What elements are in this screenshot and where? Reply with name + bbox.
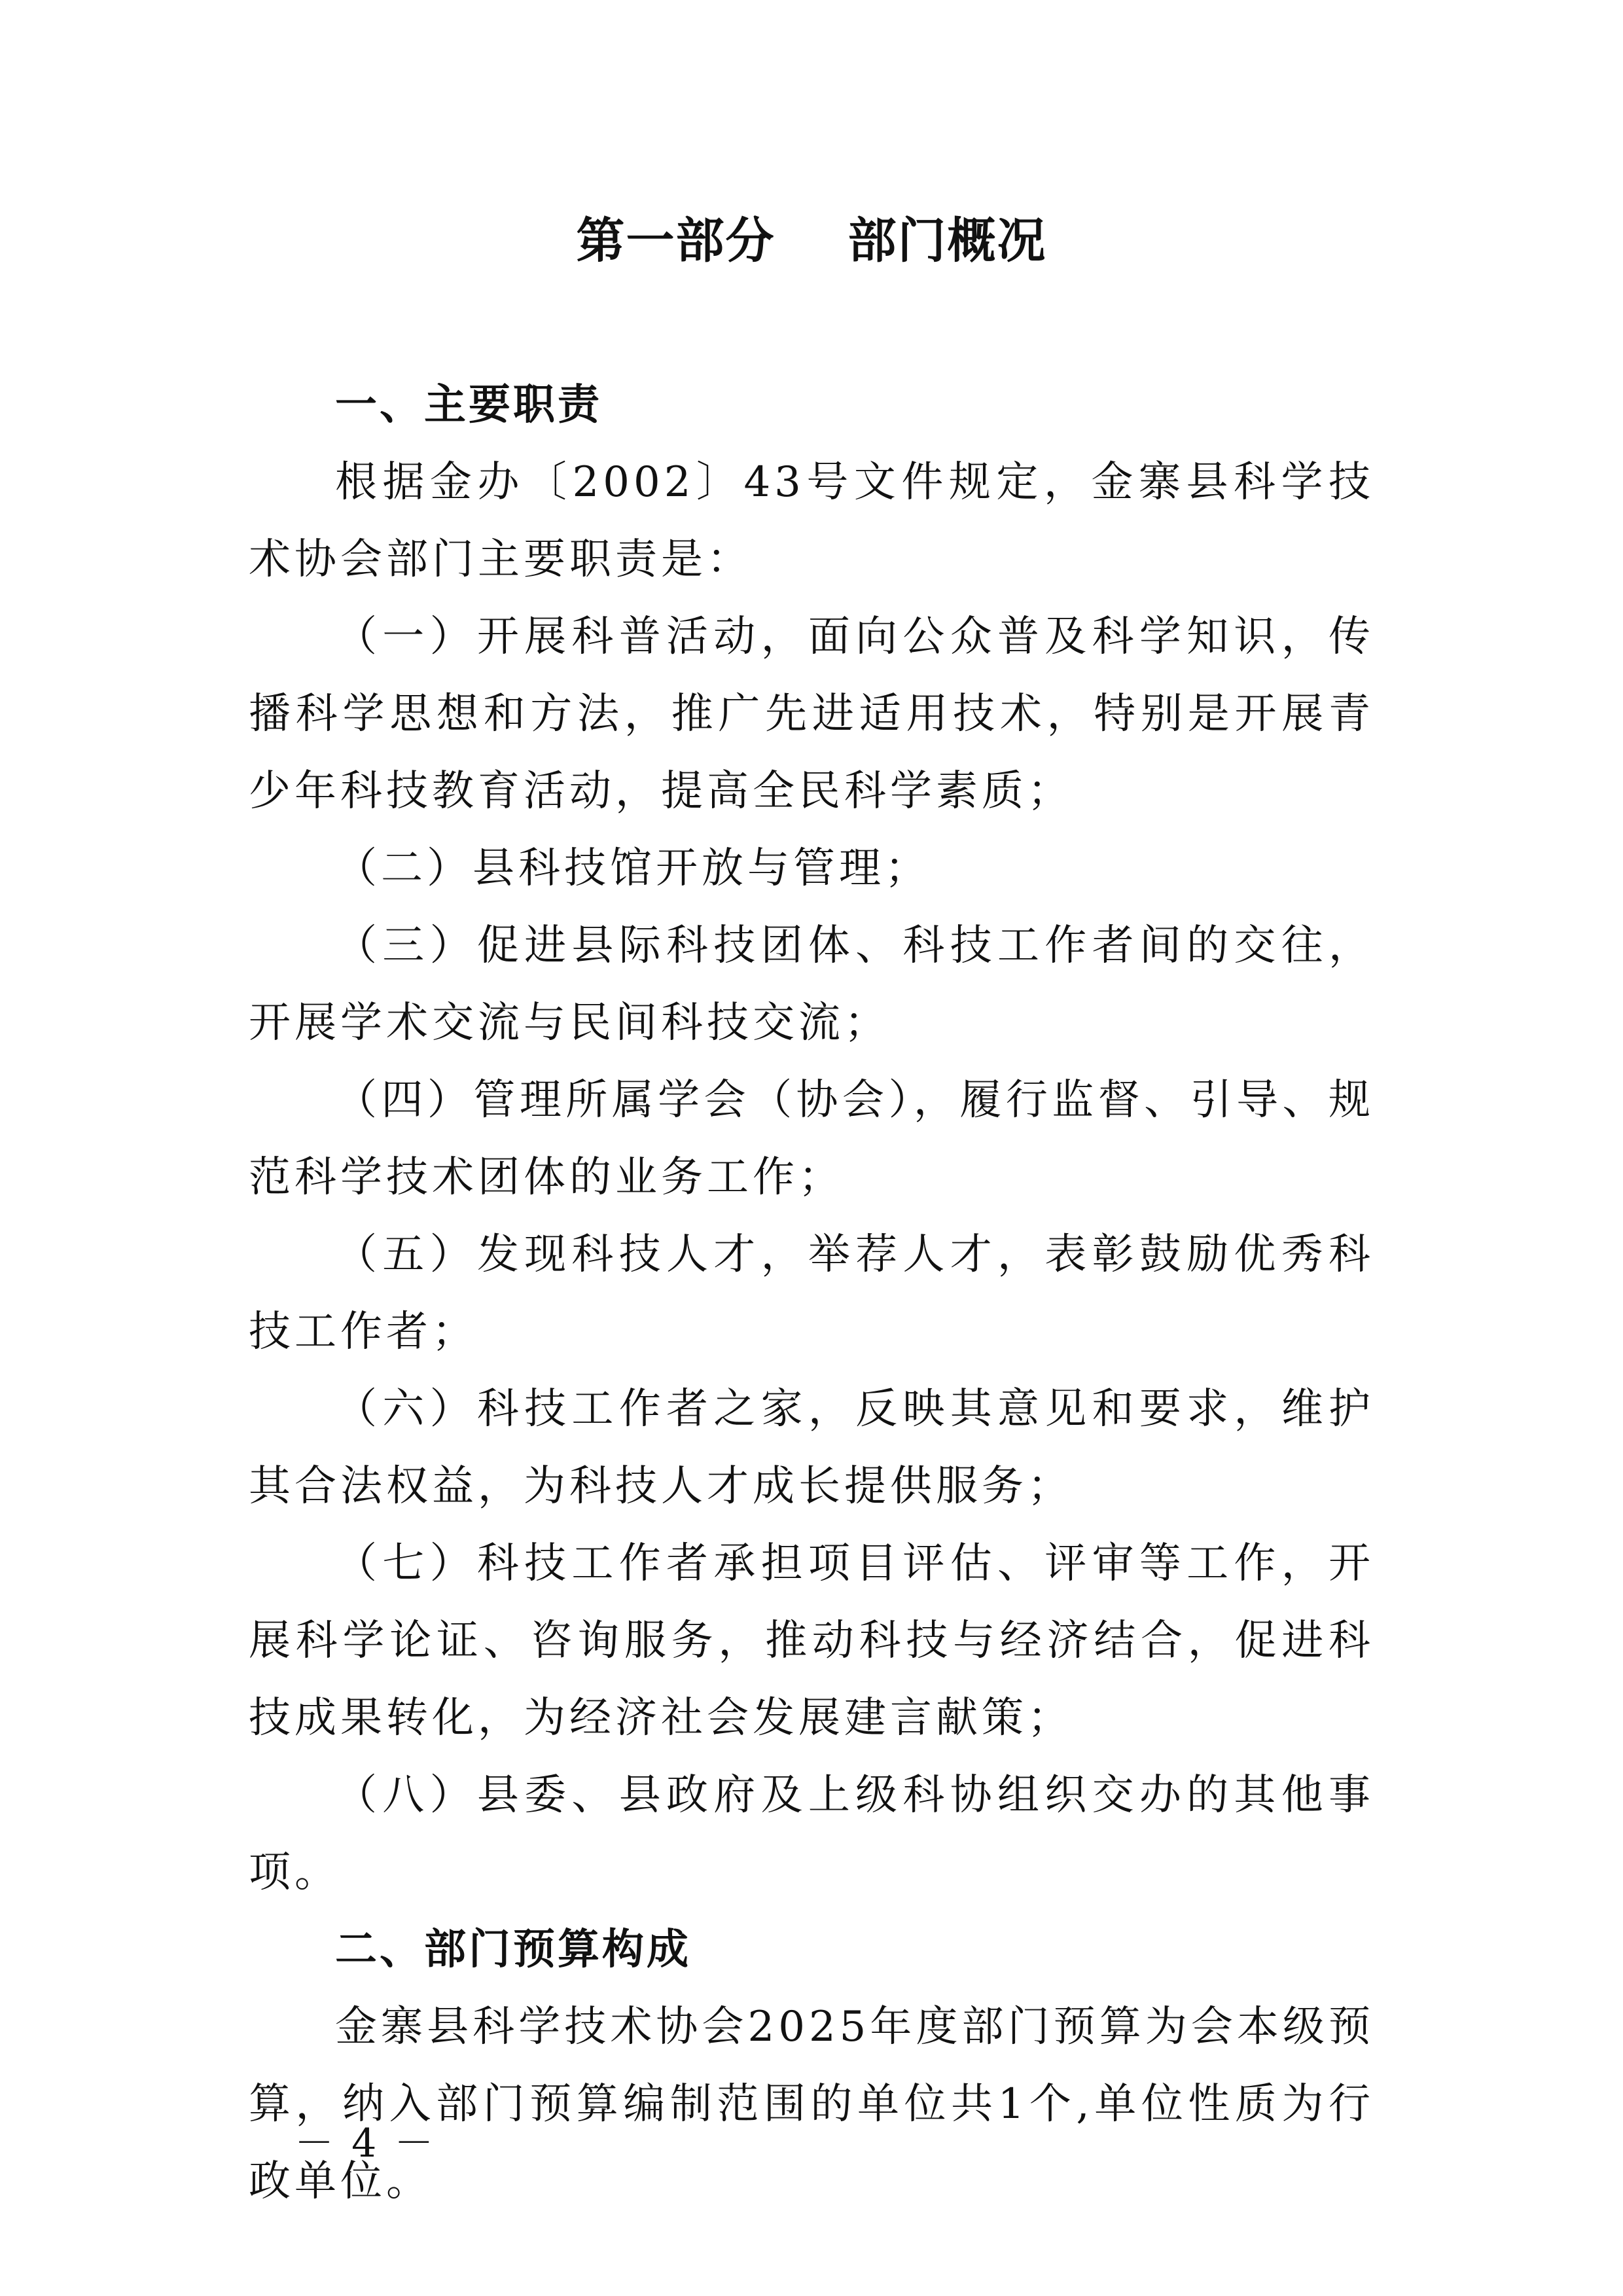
paragraph-duty-3: （三）促进县际科技团体、科技工作者间的交往，开展学术交流与民间科技交流；	[249, 922, 1374, 1047]
paragraph-duties-intro: 根据金办〔2002〕43号文件规定，金寨县科学技术协会部门主要职责是：	[249, 458, 1374, 584]
section-heading-budget: 二、部门预算构成	[335, 1926, 691, 1974]
document-body	[249, 367, 1374, 2220]
paragraph-duty-5: （五）发现科技人才，举荐人才，表彰鼓励优秀科技工作者；	[249, 1230, 1374, 1356]
paragraph-duty-6: （六）科技工作者之家，反映其意见和要求，维护其合法权益，为科技人才成长提供服务；	[249, 1385, 1374, 1511]
page-title: 第一部分 部门概况	[576, 213, 1047, 269]
paragraph-budget: 金寨县科学技术协会2025年度部门预算为会本级预算，纳入部门预算编制范围的单位共1个,单位性质为行政单位。	[249, 2003, 1374, 2206]
section-heading-duties: 一、主要职责	[335, 381, 602, 429]
paragraph-duty-4: （四）管理所属学会（协会），履行监督、引导、规范科学技术团体的业务工作；	[249, 1076, 1374, 1202]
paragraph-duty-7: （七）科技工作者承担项目评估、评审等工作，开展科学论证、咨询服务，推动科技与经济结合，促进科技成果转化，为经济社会发展建言献策；	[249, 1539, 1374, 1742]
paragraph-duty-1: （一）开展科普活动，面向公众普及科学知识，传播科学思想和方法，推广先进适用技术，特别是开展青少年科技教育活动，提高全民科学素质；	[249, 613, 1374, 816]
paragraph-duty-2: （二）县科技馆开放与管理；	[335, 844, 931, 893]
page-number: － 4 －	[294, 2121, 437, 2166]
paragraph-duty-8: （八）县委、县政府及上级科协组织交办的其他事项。	[249, 1771, 1374, 1897]
